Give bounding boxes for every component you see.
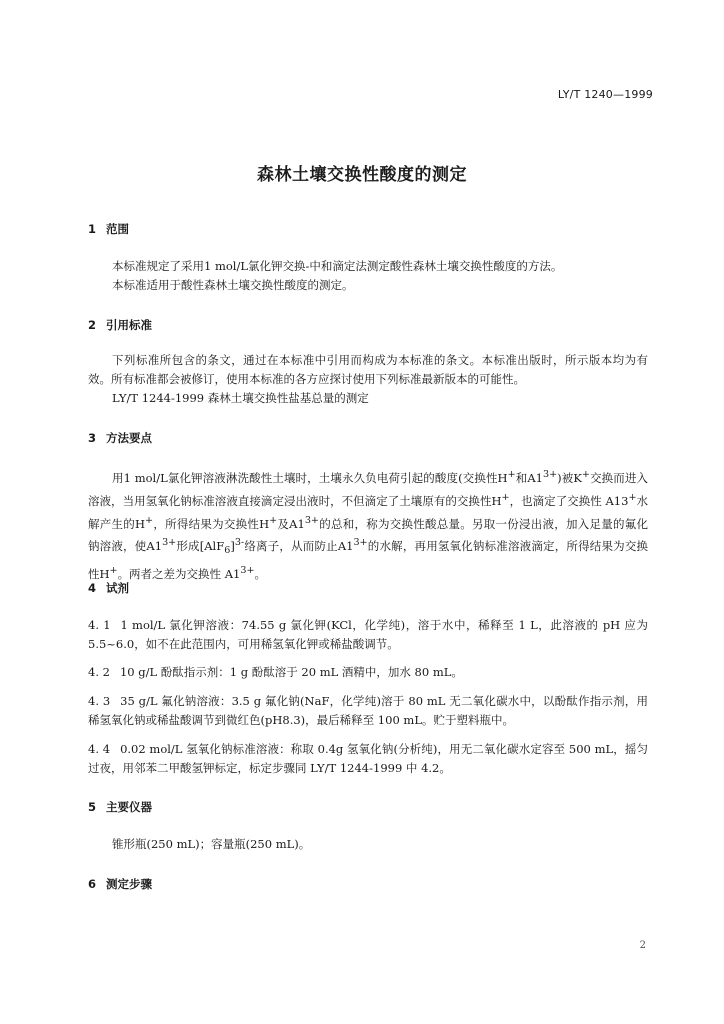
item-number: 4. 3 — [88, 694, 111, 708]
section-number: 2 — [88, 318, 97, 332]
section-title: 试剂 — [106, 581, 129, 595]
section-number: 6 — [88, 877, 97, 891]
section-1-paragraph-1: 本标准规定了采用1 mol/L氯化钾交换-中和滴定法测定酸性森林土壤交换性酸度的方法。 — [112, 259, 563, 273]
section-title: 主要仪器 — [106, 800, 152, 814]
section-number: 3 — [88, 431, 97, 445]
reagent-item — [88, 740, 648, 778]
section-title: 方法要点 — [106, 431, 152, 445]
item-number: 4. 4 — [88, 742, 111, 756]
section-6-heading — [88, 876, 152, 892]
section-4-heading — [88, 580, 129, 596]
section-5-paragraph-1: 锥形瓶(250 mL)；容量瓶(250 mL)。 — [112, 837, 311, 851]
reagent-item — [88, 616, 648, 654]
section-2-heading — [88, 317, 152, 333]
section-number: 4 — [88, 581, 97, 595]
reagent-item — [88, 663, 648, 682]
section-1-heading — [88, 221, 129, 237]
document-title: 森林土壤交换性酸度的测定 — [257, 165, 467, 185]
section-5-heading — [88, 799, 152, 815]
standard-code: LY/T 1240—1999 — [557, 88, 653, 101]
item-text: 10 g/L 酚酞指示剂：1 g 酚酞溶于 20 mL 酒精中，加水 80 mL。 — [119, 665, 463, 679]
section-1-paragraph-2: 本标准适用于酸性森林土壤交换性酸度的测定。 — [112, 278, 354, 292]
section-2-paragraph-1: 下列标准所包含的条文，通过在本标准中引用而构成为本标准的条文。本标准出版时，所示版本均为有效。所有标准都会被修订，使用本标准的各方应探讨使用下列标准最新版本的可能性。 — [88, 353, 648, 386]
section-3-heading — [88, 430, 152, 446]
item-number: 4. 1 — [88, 618, 111, 632]
item-text: 1 mol/L 氯化钾溶液：74.55 g 氯化钾(KCl，化学纯)，溶于水中，稀释至 1 L，此溶液的 pH 应为5.5~6.0，如不在此范围内，可用稀氢氧化钾或稀盐酸调节。 — [88, 618, 648, 651]
section-number: 1 — [88, 222, 97, 236]
item-text: 35 g/L 氟化钠溶液：3.5 g 氟化钠(NaF，化学纯)溶于 80 mL 无二氧化碳水中，以酚酞作指示剂，用稀氢氧化钠或稀盐酸调节到微红色(pH8.3)，最后稀释至 100 mL。贮于塑料瓶中。 — [88, 694, 648, 727]
item-text: 0.02 mol/L 氢氧化钠标准溶液：称取 0.4g 氢氧化钠(分析纯)，用无二氧化碳水定容至 500 mL，摇匀过夜，用邻苯二甲酸氢钾标定，标定步骤同 LY/T 1244-1999 中 4.2。 — [88, 742, 648, 775]
section-2-paragraph-2: LY/T 1244-1999 森林土壤交换性盐基总量的测定 — [112, 391, 369, 405]
section-title: 测定步骤 — [106, 877, 152, 891]
item-number: 4. 2 — [88, 665, 110, 679]
reagent-item — [88, 692, 648, 730]
section-number: 5 — [88, 800, 97, 814]
page-number: 2 — [639, 940, 646, 951]
section-title: 引用标准 — [106, 318, 152, 332]
section-title: 范围 — [106, 222, 129, 236]
section-3-paragraph-1: 用1 mol/L氯化钾溶液淋洗酸性土壤时，土壤永久负电荷引起的酸度(交换性H+和$A1^{3+}$)被K+交换而进入溶液，当用氢氧化钠标准溶液直接滴定浸出液时，不但滴定了土壤原有的交换性H+，也滴定了交换性 A13+水解产生的H+，所得结果为交换性H+及$A1^{3+}$的总和，称为交换性酸总量。另取一份浸出液，加入足量的氟化钠溶液，使$A1^{3+}$形成$[AlF_6]^{3-}$络离子，从而防止$A1^{3+}$的水解，再用氢氧化钠标准溶液滴定，所得结果为交换性H+。两者之差为交换性 $A1^{3+}$。 — [88, 469, 649, 581]
